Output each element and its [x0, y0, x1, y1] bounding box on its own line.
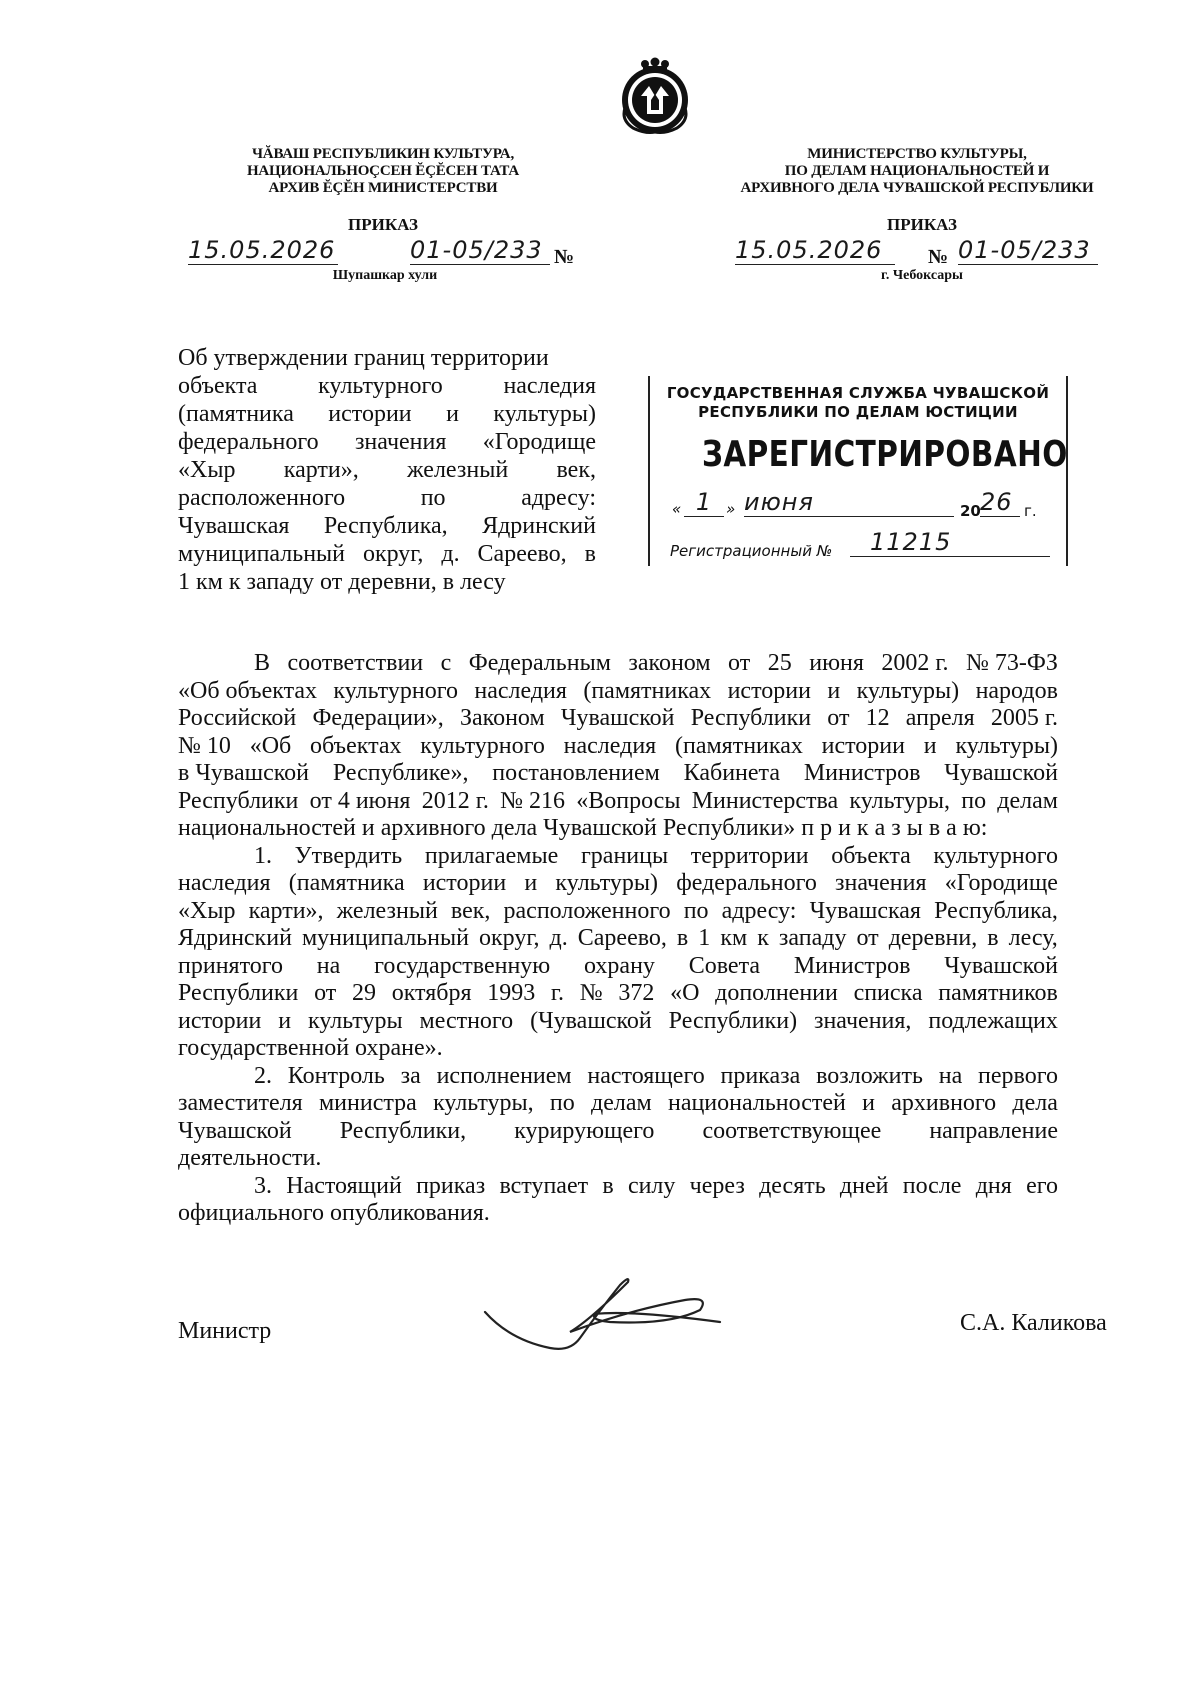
body-word: деятельности.	[178, 1145, 322, 1171]
number-sign-russian: №	[928, 246, 949, 268]
body-word: на	[316, 952, 341, 979]
body-word: «Хыр	[178, 897, 236, 924]
body-word: настоящего	[587, 1062, 705, 1089]
body-word: делам	[997, 787, 1058, 814]
title-line	[178, 484, 596, 512]
body-word: 25	[767, 650, 792, 676]
body-word: западу	[778, 925, 847, 951]
body-word: возложить	[816, 1062, 923, 1089]
body-word: 3.	[254, 1172, 272, 1199]
body-word: первого	[978, 1062, 1058, 1089]
body-word: апреля	[905, 705, 975, 731]
body-word: силу	[627, 1172, 676, 1199]
body-word: (памятника	[288, 870, 405, 896]
body-word: соответствующее	[702, 1117, 882, 1144]
body-word: «Городище	[944, 870, 1058, 896]
title-word: «Городище	[482, 429, 596, 455]
body-word: постановлением	[492, 760, 660, 786]
body-word: по	[683, 897, 709, 924]
body-word: в	[987, 925, 999, 951]
body-word: курирующего	[514, 1117, 655, 1144]
body-word: местного	[419, 1007, 514, 1034]
body-word: приказа	[720, 1062, 801, 1089]
doc-type-russian: ПРИКАЗ	[887, 215, 957, 234]
body-word: значения,	[813, 1007, 912, 1034]
stamp-month: июня	[744, 488, 954, 517]
body-line	[178, 1090, 1058, 1118]
title-word: наследия	[503, 373, 596, 399]
body-word: через	[689, 1172, 745, 1199]
body-word: от 4 июня	[309, 787, 411, 814]
body-word: объекта	[831, 842, 911, 869]
body-word: культурного	[333, 677, 458, 704]
body-word: (памятниках	[583, 677, 712, 704]
body-line	[178, 1035, 1058, 1063]
ministry-name-chuvash	[213, 146, 553, 197]
body-word: «Об объектах	[178, 677, 317, 704]
title-line	[178, 456, 596, 484]
order-date-chuvash: 15.05.2026	[188, 236, 338, 265]
body-word: округ,	[478, 925, 540, 951]
body-word: Сареево,	[577, 925, 667, 951]
body-word: 2002 г.	[881, 650, 949, 676]
body-word: лесу,	[1008, 925, 1058, 951]
body-line	[178, 898, 1058, 926]
body-word: железный	[336, 897, 438, 924]
body-word: Федерации»,	[312, 705, 444, 731]
body-word: территории	[690, 842, 809, 869]
body-line	[178, 953, 1058, 981]
body-word: (Чувашской	[530, 1007, 652, 1034]
body-word: и	[862, 1090, 875, 1116]
body-word: Российской	[178, 705, 297, 731]
body-word: приказ	[416, 1172, 486, 1199]
body-line	[178, 1200, 1058, 1228]
body-line	[178, 1008, 1058, 1036]
body-word: памятников	[938, 980, 1058, 1006]
body-word: культуры)	[555, 870, 658, 896]
body-line	[178, 1145, 1058, 1173]
body-line	[178, 1118, 1058, 1146]
body-line	[178, 870, 1058, 898]
body-word: дополнении	[715, 980, 838, 1006]
title-line	[178, 344, 596, 372]
body-word: «О	[670, 980, 700, 1006]
ministry-name-chuvash-line: АРХИВ ĔÇĔН МИНИСТЕРСТВИ	[268, 180, 498, 196]
body-line	[178, 733, 1058, 761]
body-word: и	[524, 870, 538, 896]
body-line	[178, 925, 1058, 953]
body-word: № 10	[178, 732, 231, 759]
city-chuvash: Шупашкар хули	[332, 268, 438, 283]
city-russian: г. Чебоксары	[881, 268, 963, 283]
body-word: Настоящий	[286, 1172, 402, 1199]
body-word: км	[720, 925, 748, 951]
body-word: десять	[759, 1172, 826, 1199]
body-word: истории	[821, 732, 905, 759]
body-word: соответствии	[287, 650, 424, 676]
body-word: культуры)	[856, 677, 960, 704]
body-word: Республика,	[934, 897, 1058, 924]
body-word: направление	[929, 1117, 1058, 1144]
body-word: Чувашской	[560, 705, 675, 731]
stamp-reg-label: Регистрационный №	[670, 542, 833, 560]
body-word: наследия	[563, 732, 657, 759]
stamp-agency-line: РЕСПУБЛИКИ ПО ДЕЛАМ ЮСТИЦИИ	[698, 403, 1018, 421]
body-word: культуры)	[955, 732, 1058, 759]
title-word: культурного	[318, 373, 443, 399]
body-word: списка	[853, 980, 923, 1006]
body-word: 2012 г.	[421, 787, 489, 814]
title-word: адресу:	[521, 485, 596, 511]
title-word: железный	[407, 457, 509, 483]
body-line	[254, 1063, 1058, 1091]
title-line	[178, 428, 596, 456]
body-word: за	[400, 1062, 421, 1089]
title-line	[178, 372, 596, 400]
body-word: Министров	[793, 952, 911, 979]
body-word: дня	[975, 1172, 1012, 1199]
title-word: 1 км к западу от деревни, в лесу	[178, 569, 506, 595]
body-word: Законом	[459, 705, 545, 731]
title-word: карти»,	[283, 457, 359, 483]
body-word: исполнением	[436, 1062, 572, 1089]
ministry-name-russian-line: МИНИСТЕРСТВО КУЛЬТУРЫ,	[807, 146, 1027, 162]
republic-emblem	[617, 56, 693, 136]
stamp-status: ЗАРЕГИСТРИРОВАНО	[702, 434, 1068, 475]
title-line	[178, 512, 596, 540]
doc-type-chuvash: ПРИКАЗ	[348, 215, 418, 234]
title-word: (памятника	[178, 401, 294, 427]
body-word: и	[827, 677, 841, 704]
body-word: национальностей	[667, 1090, 846, 1116]
body-word: принятого	[178, 952, 283, 979]
body-word: народов	[975, 677, 1058, 704]
stamp-reg-number: 11215	[850, 528, 1050, 557]
body-word: от	[856, 925, 879, 951]
body-word: наследия	[178, 870, 271, 896]
body-line	[254, 843, 1058, 871]
body-word: Республики	[178, 980, 299, 1006]
body-word: 1993	[487, 980, 536, 1006]
body-word: федерального	[676, 870, 817, 896]
order-number-russian: 01-05/233	[958, 236, 1098, 265]
body-word: охрану	[584, 952, 655, 979]
body-word: Республики,	[339, 1117, 467, 1144]
body-word: расположенного	[503, 897, 671, 924]
stamp-agency-line: ГОСУДАРСТВЕННАЯ СЛУЖБА ЧУВАШСКОЙ	[666, 384, 1050, 402]
body-word: культурного	[933, 842, 1058, 869]
order-date-russian: 15.05.2026	[735, 236, 895, 265]
body-word: и	[278, 1007, 292, 1034]
body-word: в	[676, 925, 689, 951]
title-word: истории	[328, 401, 412, 427]
body-word: 2005 г.	[990, 705, 1058, 731]
body-word: Совета	[688, 952, 761, 979]
stamp-reg-row	[670, 528, 1060, 562]
body-word: в	[602, 1172, 614, 1199]
body-word: деревни,	[888, 925, 978, 951]
stamp-quote-close: »	[726, 500, 736, 518]
body-word: № 216	[500, 787, 565, 814]
body-line	[178, 980, 1058, 1008]
body-word: Чувашской	[178, 1117, 292, 1144]
body-word: В	[254, 650, 271, 676]
body-word: Министерства	[691, 787, 839, 814]
body-word: и	[923, 732, 937, 759]
stamp-quote-open: «	[672, 500, 682, 518]
number-sign-chuvash: №	[554, 246, 575, 268]
body-word: после	[902, 1172, 962, 1199]
body-word: прилагаемые	[424, 842, 559, 869]
ministry-name-chuvash-line: НАЦИОНАЛЬНОÇСЕН ĔÇĔСЕН ТАТА	[246, 163, 520, 179]
title-word: в	[584, 541, 596, 567]
body-word: № 73-ФЗ	[966, 650, 1058, 676]
body-word: архивного	[891, 1090, 997, 1116]
signatory-position: Министр	[178, 1318, 272, 1344]
body-word: Чувашской	[944, 760, 1058, 786]
body-word: границы	[580, 842, 669, 869]
body-word: культуры	[308, 1007, 403, 1034]
body-word: 12	[865, 705, 890, 731]
title-word: век,	[556, 457, 596, 483]
body-word: законом	[628, 650, 711, 676]
stamp-year: 26	[980, 488, 1020, 517]
body-word: Контроль	[287, 1062, 385, 1089]
body-word: Ядринский	[178, 925, 292, 951]
stamp-date-row	[672, 488, 1062, 522]
body-word: 372	[618, 980, 655, 1006]
body-word: век,	[450, 897, 491, 924]
title-word: Об утверждении границ территории	[178, 345, 549, 371]
body-word: муниципальный	[301, 925, 469, 951]
signatory-name: С.А. Каликова	[960, 1310, 1107, 1336]
body-word: истории	[422, 870, 507, 896]
body-word: государственную	[374, 952, 551, 979]
body-word: по	[549, 1090, 575, 1116]
title-word: федерального	[178, 429, 319, 455]
title-word: муниципальный	[178, 541, 346, 567]
body-word: к	[757, 925, 769, 951]
body-word: «Об	[249, 732, 292, 759]
body-word: истории	[727, 677, 811, 704]
body-line	[178, 788, 1058, 816]
title-word: объекта	[178, 373, 258, 399]
body-word: министра	[318, 1090, 417, 1116]
body-word: национальностей и архивного дела Чувашской Республики» п р и к а з ы в а ю:	[178, 815, 988, 841]
title-line	[178, 400, 596, 428]
body-word: Республики	[178, 787, 299, 814]
ministry-name-russian-line: АРХИВНОГО ДЕЛА ЧУВАШСКОЙ РЕСПУБЛИКИ	[740, 180, 1094, 196]
body-word: Чувашская	[809, 897, 921, 924]
ministry-name-chuvash-line: ЧĂВАШ РЕСПУБЛИКИН КУЛЬТУРА,	[252, 146, 514, 162]
title-word: значения	[354, 429, 447, 455]
body-word: июня	[809, 650, 864, 676]
body-word: Утвердить	[294, 842, 403, 869]
title-word: округ,	[362, 541, 424, 567]
body-word: от	[827, 705, 850, 731]
title-word: «Хыр	[178, 457, 236, 483]
body-word: адресу:	[721, 897, 797, 924]
title-word: расположенного	[178, 485, 346, 511]
body-word: наследия	[474, 677, 567, 704]
body-word: 29	[351, 980, 376, 1006]
body-word: 1.	[254, 842, 272, 869]
body-word: культурного	[420, 732, 545, 759]
body-word: по	[961, 787, 987, 814]
body-word: дела	[1012, 1090, 1058, 1116]
handwritten-signature	[480, 1270, 730, 1360]
order-title	[178, 344, 596, 596]
body-line	[178, 815, 1058, 843]
body-word: Федеральным	[468, 650, 611, 676]
body-word: на	[938, 1062, 963, 1089]
body-word: 1	[698, 925, 711, 951]
body-word: заместителя	[178, 1090, 303, 1116]
body-word: официального опубликования.	[178, 1200, 490, 1226]
title-word: и	[446, 401, 459, 427]
title-line	[178, 568, 596, 596]
body-word: подлежащих	[928, 1007, 1058, 1034]
body-word: от	[314, 980, 337, 1006]
body-word: карти»,	[248, 897, 324, 924]
title-word: Сареево,	[477, 541, 567, 567]
ministry-name-russian-line: ПО ДЕЛАМ НАЦИОНАЛЬНОСТЕЙ И	[784, 163, 1050, 179]
body-line	[178, 678, 1058, 706]
body-word: государственной охране».	[178, 1035, 443, 1061]
body-word: Кабинета	[683, 760, 780, 786]
body-word: Министров	[803, 760, 921, 786]
title-word: д.	[441, 541, 460, 567]
body-line	[178, 760, 1058, 788]
body-word: культуры,	[433, 1090, 534, 1116]
ministry-name-russian	[712, 146, 1122, 197]
body-word: с	[440, 650, 452, 676]
body-word: в Чувашской	[178, 760, 310, 786]
body-word: значения	[835, 870, 927, 896]
title-word: Чувашская	[178, 513, 290, 539]
title-word: культуры)	[493, 401, 596, 427]
stamp-year-prefix: 20	[960, 502, 981, 520]
body-word: культуры,	[849, 787, 950, 814]
body-word: объектах	[310, 732, 402, 759]
body-word: октября	[391, 980, 472, 1006]
title-word: по	[420, 485, 446, 511]
body-word: Республики)	[668, 1007, 798, 1034]
title-word: Республика,	[323, 513, 448, 539]
title-word: Ядринский	[482, 513, 596, 539]
order-number-chuvash: 01-05/233	[410, 236, 550, 265]
body-word: (памятниках	[675, 732, 803, 759]
body-word: от	[728, 650, 751, 676]
order-body	[178, 650, 1058, 1228]
body-word: Республики	[690, 705, 812, 731]
stamp-day: 1	[684, 488, 724, 517]
body-word: «Вопросы	[576, 787, 681, 814]
body-word: вступает	[499, 1172, 589, 1199]
body-word: Республике»,	[332, 760, 469, 786]
body-word: дней	[839, 1172, 889, 1199]
body-word: №	[579, 980, 603, 1006]
title-line	[178, 540, 596, 568]
body-word: его	[1026, 1172, 1058, 1199]
body-line	[254, 650, 1058, 678]
stamp-year-suffix: г.	[1024, 502, 1037, 520]
body-word: д.	[549, 925, 568, 951]
body-word: истории	[178, 1007, 262, 1034]
body-word: Чувашской	[944, 952, 1058, 979]
body-word: 2.	[254, 1062, 272, 1089]
body-line	[178, 705, 1058, 733]
registration-stamp	[648, 376, 1068, 566]
body-word: г.	[550, 980, 565, 1006]
body-line	[254, 1173, 1058, 1201]
body-word: делам	[591, 1090, 652, 1116]
